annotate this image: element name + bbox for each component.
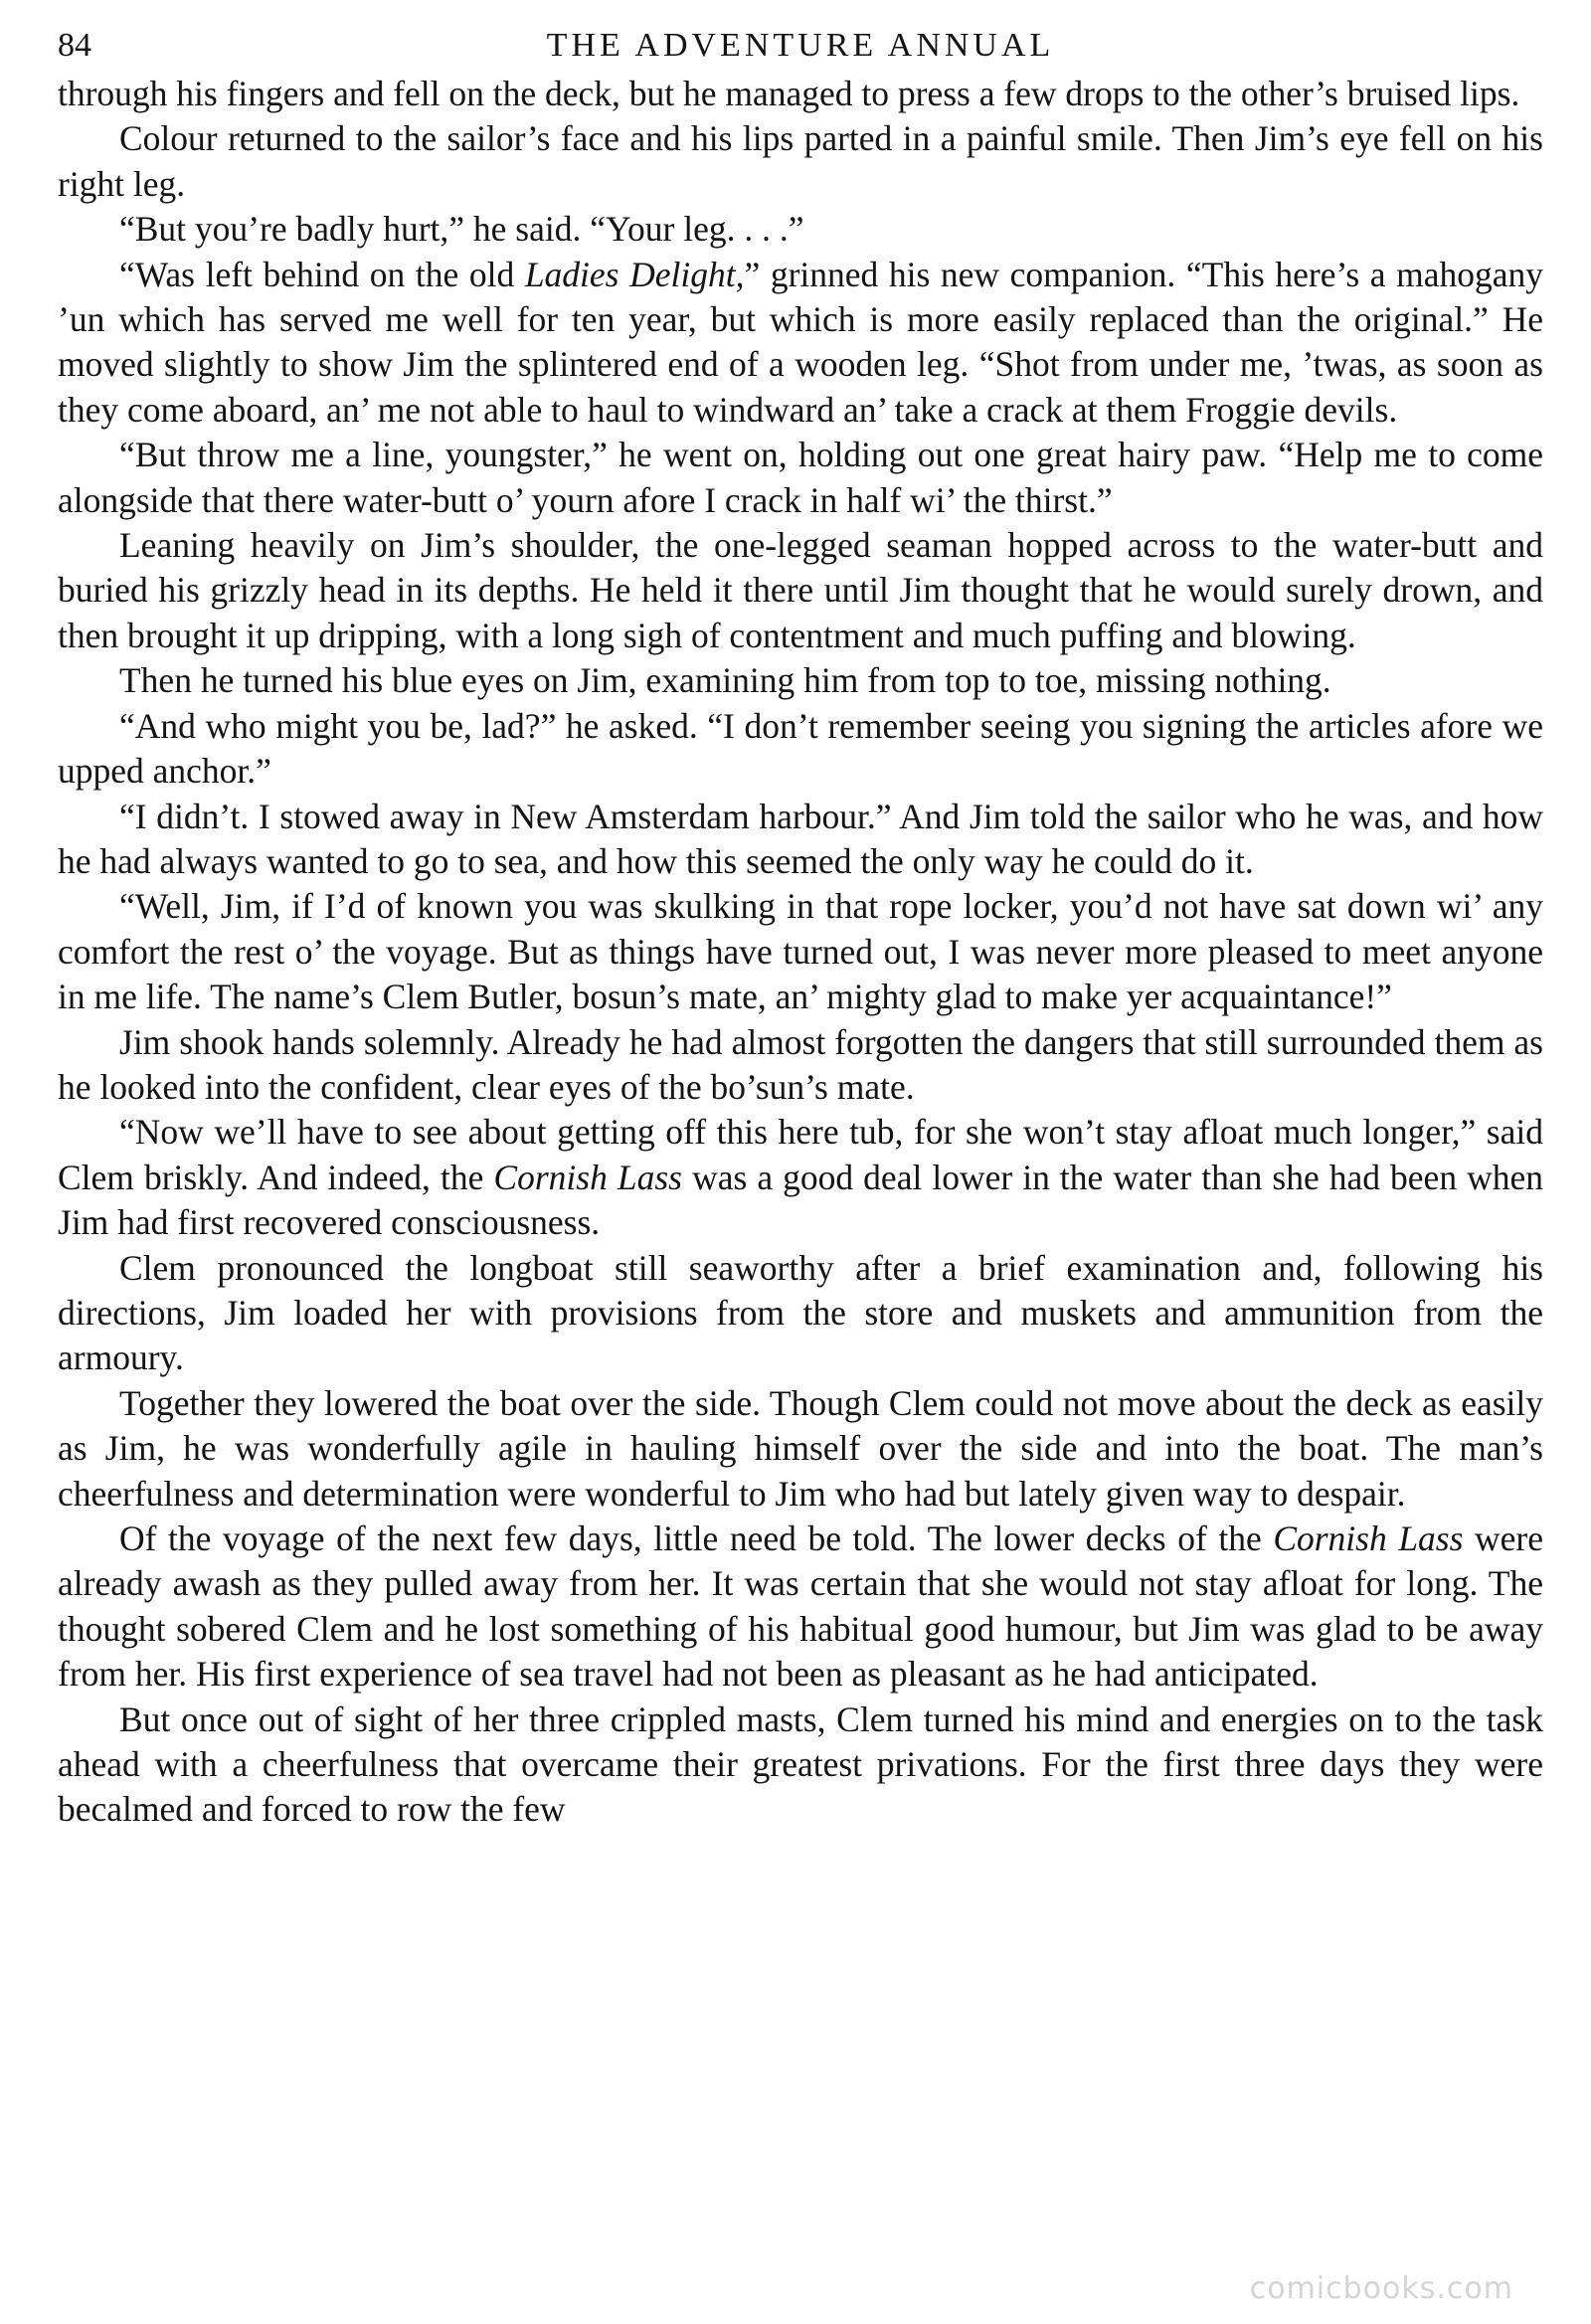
text-run: Then he turned his blue eyes on Jim, examining him from top to toe, missing nothing. [119,660,1331,701]
text-run: “Well, Jim, if I’d of known you was skulking in that rope locker, you’d not have sat down wi’ any comfort the rest o’ the voyage. But as things have turned out, I was never more pleased to meet anyone in me life. The name’s Clem Butler, bosun’s mate, an’ mighty glad to make yer acquaintance!” [58,886,1543,1017]
text-run: ” grinned his new companion. “This here’s a mahogany ’un which has served me well for ten year, but which is more easily replaced than the original.” He moved slightly to show Jim the splintered end of a wooden leg. “Shot from under me, ’twas, as soon as they come aboard, an’ me not able to haul to windward an’ take a crack at them Froggie devils. [58,254,1543,430]
paragraph [58,523,1543,658]
text-run: Together they lowered the boat over the side. Though Clem could not move about the deck as easily as Jim, he was wonderfully agile in hauling himself over the side and into the boat. The man’s cheerfulness and determination were wonderful to Jim who had but lately given way to despair. [58,1382,1543,1514]
text-run: Jim shook hands solemnly. Already he had almost forgotten the dangers that still surrounded them as he looked into the confident, clear eyes of the bo’sun’s mate. [58,1021,1543,1107]
text-run: were already awash as they pulled away from her. It was certain that she would not stay afloat for long. The thought sobered Clem and he lost something of his habitual good humour, but Jim was glad to be away from her. His first experience of sea travel had not been as pleasant as he had anticipated. [58,1519,1544,1695]
text-run: “Now we’ll have to see about getting off this here tub, for she won’t stay afloat much longer,” said Clem briskly. And indeed, the [58,1112,1543,1197]
italic-title: Ladies Delight, [524,254,745,294]
text-run: “But throw me a line, youngster,” he went on, holding out one great hairy paw. “Help me to come alongside that there water-butt o’ yourn afore I crack in half wi’ the thirst.” [58,435,1543,520]
text-run: Of the voyage of the next few days, little need be told. The lower decks of the [119,1519,1274,1558]
paragraph [58,1381,1543,1517]
page-number: 84 [58,27,91,64]
watermark: comicbooks.com [1249,2271,1513,2306]
paragraph [58,884,1543,1019]
italic-title: Cornish Lass [1273,1519,1464,1558]
running-title: THE ADVENTURE ANNUAL [546,27,1055,64]
paragraph [58,72,1543,116]
italic-title: Cornish Lass [493,1157,683,1197]
text-run: “I didn’t. I stowed away in New Amsterdam harbour.” And Jim told the sailor who he was, and how he had always wanted to go to sea, and how this seemed the only way he could do it. [58,796,1543,881]
text-run: Colour returned to the sailor’s face and his lips parted in a painful smile. Then Jim’s eye fell on his right leg. [58,118,1543,204]
body-text [58,72,1543,1833]
paragraph [58,1020,1543,1111]
paragraph [58,658,1543,703]
paragraph [58,1698,1543,1833]
paragraph [58,795,1543,885]
paragraph [58,433,1543,523]
paragraph [58,1110,1543,1245]
text-run: was a good deal lower in the water than she had been when Jim had first recovered consciousness. [58,1157,1544,1243]
text-run: “Was left behind on the old [119,254,525,294]
text-run: “And who might you be, lad?” he asked. “I don’t remember seeing you signing the articles afore we upped anchor.” [58,705,1543,792]
paragraph [58,207,1543,252]
paragraph [58,253,1543,434]
page-header [58,20,1543,72]
text-run: Leaning heavily on Jim’s shoulder, the one-legged seaman hopped across to the water-butt and buried his grizzly head in its depths. He held it there until Jim thought that he would surely drown, and then brought it up dripping, with a long sigh of contentment and much puffing and blowing. [58,525,1543,655]
text-run: through his fingers and fell on the deck, but he managed to press a few drops to the other’s bruised lips. [58,74,1520,113]
text-run: But once out of sight of her three crippled masts, Clem turned his mind and energies on to the task ahead with a cheerfulness that overcame their greatest privations. For the first three days they were becalmed and forced to row the few [58,1698,1543,1830]
paragraph [58,1246,1543,1381]
text-run: “But you’re badly hurt,” he said. “Your leg. . . .” [119,209,804,250]
paragraph [58,1517,1543,1698]
text-run: Clem pronounced the longboat still seaworthy after a brief examination and, following his directions, Jim loaded her with provisions from the store and muskets and ammunition from the armoury. [58,1247,1543,1378]
paragraph [58,116,1543,207]
paragraph [58,704,1543,795]
